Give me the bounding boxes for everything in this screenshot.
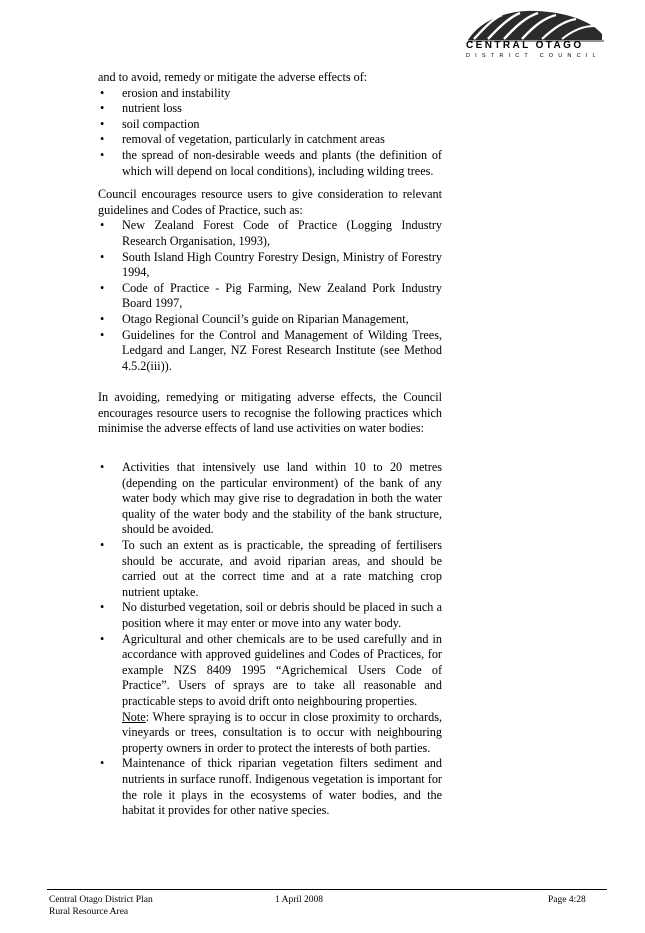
list-item: • To such an extent as is practicable, the spreading of fertilisers should be accurate, and avoid riparian areas, and should be carried out at the correct time and at a rate matching crop nutrient uptake. [98,538,442,600]
list-item: • Otago Regional Council’s guide on Riparian Management, [98,312,442,328]
guidelines-list [98,218,442,374]
guidelines-paragraph: Council encourages resource users to give consideration to relevant guidelines and Codes of Practice, such as: [98,187,442,217]
council-logo [460,8,610,60]
list-item: • Maintenance of thick riparian vegetation filters sediment and nutrients in surface runoff. Indigenous vegetation is important for the role it plays in the ecosystems of water bodies, and the habitat it provides for other native species. [98,756,442,818]
list-item: • Code of Practice - Pig Farming, New Zealand Pork Industry Board 1997, [98,281,442,312]
list-item: • the spread of non-desirable weeds and plants (the definition of which will depend on local conditions), including wilding trees. [98,148,442,179]
footer-section-name: Rural Resource Area [49,907,129,917]
footer-document-title [49,894,153,918]
list-item: • erosion and instability [98,86,442,102]
list-item: • nutrient loss [98,101,442,117]
list-item: • New Zealand Forest Code of Practice (Logging Industry Research Organisation, 1993), [98,218,442,249]
effects-list [98,86,442,180]
intro-paragraph: and to avoid, remedy or mitigate the adverse effects of: [98,70,368,84]
logo-subtitle: DISTRICT COUNCIL [466,53,601,59]
note-text: : Where spraying is to occur in close proximity to orchards, vineyards or trees, consultation is to occur with neighbouring property owners in order to protect the interests of both parties. [122,709,442,755]
logo-title: CENTRAL OTAGO [466,40,584,51]
footer-date: 1 April 2008 [275,895,324,905]
body-text [98,70,442,819]
list-item-text: Agricultural and other chemicals are to be used carefully and in accordance with approved guidelines and Codes of Practices, for example NZS 8409 1995 “Agrichemical Users Code of Practice”. Users of sprays are to take all reasonable and practicable steps to avoid drift onto neighbouring properties. [122,631,442,708]
list-item: • soil compaction [98,117,442,133]
footer-plan-name: Central Otago District Plan [49,895,153,905]
hills-logo-icon [464,8,604,42]
list-item: • Activities that intensively use land within 10 to 20 metres (depending on the particular environment) of the bank of any water body which may give rise to degradation in both the water quality of the water body and the stability of the bank structure, should be avoided. [98,460,442,538]
footer-divider [47,889,607,890]
list-item [98,632,442,757]
practices-paragraph: In avoiding, remedying or mitigating adverse effects, the Council encourages resource users to recognise the following practices which minimise the adverse effects of land use activities on water bodies: [98,390,442,436]
note-label: Note [122,709,146,724]
footer-page-number: Page 4:28 [548,895,586,905]
practices-list [98,460,442,819]
list-item: • South Island High Country Forestry Design, Ministry of Forestry 1994, [98,250,442,281]
list-item: • No disturbed vegetation, soil or debris should be placed in such a position where it may enter or move into any water body. [98,600,442,631]
list-item: • Guidelines for the Control and Management of Wilding Trees, Ledgard and Langer, NZ Forest Research Institute (see Method 4.5.2(iii)). [98,328,442,375]
list-item: • removal of vegetation, particularly in catchment areas [98,132,442,148]
